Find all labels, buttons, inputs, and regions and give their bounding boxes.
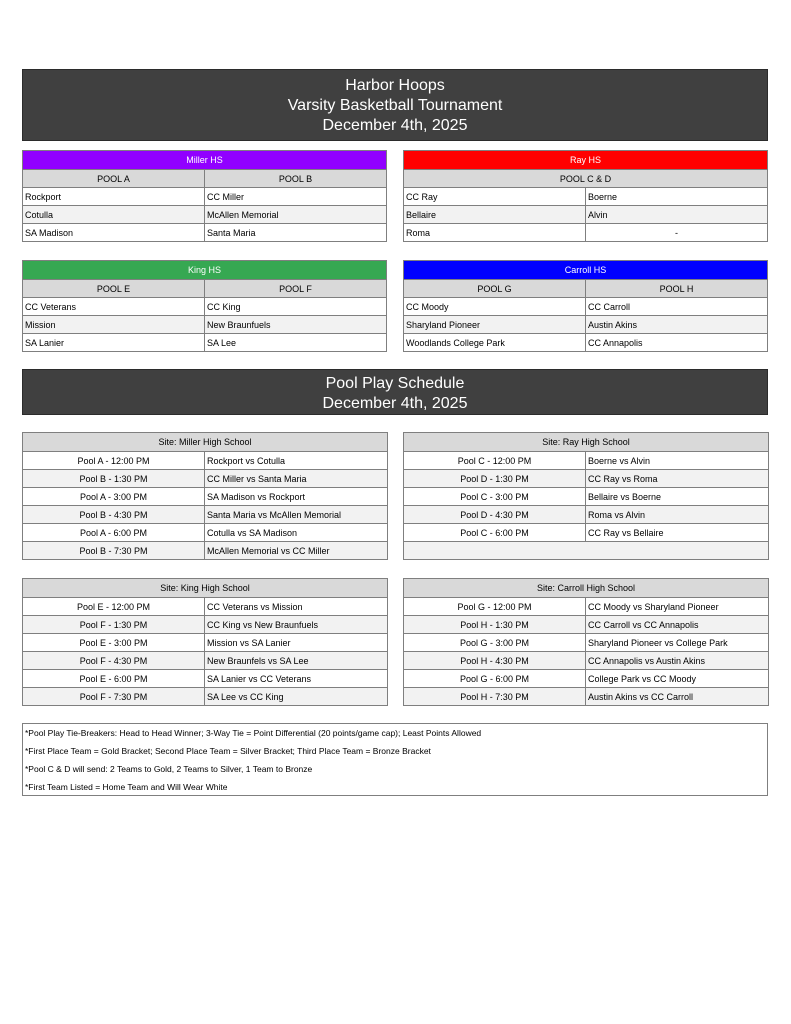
schedule-site-header — [23, 433, 388, 452]
game-matchup: Mission vs SA Lanier — [205, 634, 388, 652]
pool-column-header: POOL F — [205, 280, 387, 298]
team-cell: CC Ray — [404, 188, 586, 206]
pool-site-label: Miller HS — [23, 151, 387, 170]
pool-row — [404, 298, 768, 316]
game-time: Pool F - 7:30 PM — [23, 688, 205, 706]
team-cell: SA Lee — [205, 334, 387, 352]
game-time: Pool E - 3:00 PM — [23, 634, 205, 652]
game-matchup: New Braunfels vs SA Lee — [205, 652, 388, 670]
game-matchup: SA Lanier vs CC Veterans — [205, 670, 388, 688]
schedule-site-header — [23, 579, 388, 598]
pool-site-label: Carroll HS — [404, 261, 768, 280]
team-cell: Austin Akins — [586, 316, 768, 334]
team-cell: CC Carroll — [586, 298, 768, 316]
game-matchup: Cotulla vs SA Madison — [205, 524, 388, 542]
game-row — [23, 670, 388, 688]
game-time: Pool H - 1:30 PM — [404, 616, 586, 634]
game-time: Pool H - 7:30 PM — [404, 688, 586, 706]
game-matchup: CC Annapolis vs Austin Akins — [586, 652, 769, 670]
game-row — [404, 524, 769, 542]
tournament-header-banner — [22, 69, 768, 141]
game-row — [23, 652, 388, 670]
schedule-site-label: Site: Carroll High School — [404, 579, 769, 598]
team-cell: Rockport — [23, 188, 205, 206]
game-row — [404, 670, 769, 688]
game-time: Pool B - 1:30 PM — [23, 470, 205, 488]
pool-row — [404, 188, 768, 206]
team-cell: CC Miller — [205, 188, 387, 206]
team-cell: CC Annapolis — [586, 334, 768, 352]
tournament-date: December 4th, 2025 — [322, 117, 468, 134]
team-cell: Alvin — [586, 206, 768, 224]
game-row — [404, 470, 769, 488]
pool-row — [404, 316, 768, 334]
game-row — [23, 598, 388, 616]
schedule-table-carroll — [403, 578, 769, 706]
pool-column-header: POOL H — [586, 280, 768, 298]
game-row — [404, 688, 769, 706]
pool-column-headers — [23, 170, 387, 188]
note-line: *First Place Team = Gold Bracket; Second Place Team = Silver Bracket; Third Place Team = Bronze Bracket — [25, 746, 431, 756]
team-cell: Boerne — [586, 188, 768, 206]
game-matchup: McAllen Memorial vs CC Miller — [205, 542, 388, 560]
pool-column-header: POOL B — [205, 170, 387, 188]
game-matchup: CC King vs New Braunfuels — [205, 616, 388, 634]
pool-row — [404, 206, 768, 224]
pool-column-header: POOL E — [23, 280, 205, 298]
game-time: Pool B - 4:30 PM — [23, 506, 205, 524]
schedule-date: December 4th, 2025 — [322, 395, 468, 412]
game-row — [404, 616, 769, 634]
schedule-table-miller — [22, 432, 388, 560]
schedule-header-banner — [22, 369, 768, 415]
team-cell: SA Lanier — [23, 334, 205, 352]
pool-table-miller — [22, 150, 387, 242]
game-time: Pool H - 4:30 PM — [404, 652, 586, 670]
pool-column-headers — [404, 280, 768, 298]
team-cell: Sharyland Pioneer — [404, 316, 586, 334]
game-matchup: Bellaire vs Boerne — [586, 488, 769, 506]
pool-column-headers — [23, 280, 387, 298]
empty-cell — [404, 542, 769, 560]
rules-notes-box — [22, 723, 768, 796]
game-matchup: CC Ray vs Roma — [586, 470, 769, 488]
schedule-table-king — [22, 578, 388, 706]
team-cell: CC Veterans — [23, 298, 205, 316]
game-time: Pool C - 3:00 PM — [404, 488, 586, 506]
game-matchup: CC Moody vs Sharyland Pioneer — [586, 598, 769, 616]
game-time: Pool F - 4:30 PM — [23, 652, 205, 670]
game-matchup: CC Ray vs Bellaire — [586, 524, 769, 542]
pool-row — [404, 334, 768, 352]
pool-row — [404, 224, 768, 242]
team-cell: CC King — [205, 298, 387, 316]
schedule-site-label: Site: King High School — [23, 579, 388, 598]
tournament-name: Harbor Hoops — [345, 77, 445, 94]
game-time: Pool G - 12:00 PM — [404, 598, 586, 616]
game-time: Pool F - 1:30 PM — [23, 616, 205, 634]
schedule-title: Pool Play Schedule — [325, 375, 465, 392]
pool-column-header: POOL C & D — [404, 170, 768, 188]
team-cell: Santa Maria — [205, 224, 387, 242]
game-time: Pool A - 6:00 PM — [23, 524, 205, 542]
pool-site-header — [404, 261, 768, 280]
game-row-empty — [404, 542, 769, 560]
game-time: Pool A - 12:00 PM — [23, 452, 205, 470]
pool-row — [23, 316, 387, 334]
pool-site-label: Ray HS — [404, 151, 768, 170]
game-row — [23, 524, 388, 542]
game-time: Pool D - 4:30 PM — [404, 506, 586, 524]
game-time: Pool C - 12:00 PM — [404, 452, 586, 470]
game-matchup: CC Miller vs Santa Maria — [205, 470, 388, 488]
game-time: Pool D - 1:30 PM — [404, 470, 586, 488]
game-time: Pool E - 12:00 PM — [23, 598, 205, 616]
game-row — [23, 452, 388, 470]
game-row — [404, 652, 769, 670]
game-time: Pool E - 6:00 PM — [23, 670, 205, 688]
game-row — [23, 488, 388, 506]
pool-column-header: POOL G — [404, 280, 586, 298]
note-line: *First Team Listed = Home Team and Will Wear White — [25, 782, 228, 792]
game-row — [23, 616, 388, 634]
schedule-site-label: Site: Miller High School — [23, 433, 388, 452]
game-matchup: College Park vs CC Moody — [586, 670, 769, 688]
team-cell: Mission — [23, 316, 205, 334]
pool-table-carroll — [403, 260, 768, 352]
schedule-site-header — [404, 433, 769, 452]
game-matchup: Santa Maria vs McAllen Memorial — [205, 506, 388, 524]
game-matchup: Sharyland Pioneer vs College Park — [586, 634, 769, 652]
game-row — [404, 506, 769, 524]
pool-column-header: POOL A — [23, 170, 205, 188]
schedule-site-header — [404, 579, 769, 598]
pool-row — [23, 224, 387, 242]
game-matchup: CC Veterans vs Mission — [205, 598, 388, 616]
game-time: Pool G - 3:00 PM — [404, 634, 586, 652]
team-cell: New Braunfuels — [205, 316, 387, 334]
game-row — [23, 470, 388, 488]
game-row — [23, 506, 388, 524]
team-cell: Cotulla — [23, 206, 205, 224]
pool-row — [23, 188, 387, 206]
note-line: *Pool C & D will send: 2 Teams to Gold, 2 Teams to Silver, 1 Team to Bronze — [25, 764, 313, 774]
pool-site-header — [23, 151, 387, 170]
game-row — [23, 542, 388, 560]
game-matchup: SA Madison vs Rockport — [205, 488, 388, 506]
team-cell-empty: - — [586, 224, 768, 242]
game-time: Pool A - 3:00 PM — [23, 488, 205, 506]
game-matchup: CC Carroll vs CC Annapolis — [586, 616, 769, 634]
game-row — [404, 598, 769, 616]
game-time: Pool B - 7:30 PM — [23, 542, 205, 560]
tournament-subtitle: Varsity Basketball Tournament — [287, 97, 503, 114]
game-matchup: SA Lee vs CC King — [205, 688, 388, 706]
team-cell: CC Moody — [404, 298, 586, 316]
pool-site-header — [404, 151, 768, 170]
note-line: *Pool Play Tie-Breakers: Head to Head Winner; 3-Way Tie = Point Differential (20 points/game cap); Least Points Allowed — [25, 728, 482, 738]
pool-column-headers — [404, 170, 768, 188]
game-matchup: Boerne vs Alvin — [586, 452, 769, 470]
game-row — [404, 452, 769, 470]
schedule-site-label: Site: Ray High School — [404, 433, 769, 452]
team-cell: SA Madison — [23, 224, 205, 242]
pool-site-label: King HS — [23, 261, 387, 280]
pool-row — [23, 206, 387, 224]
game-time: Pool G - 6:00 PM — [404, 670, 586, 688]
game-matchup: Rockport vs Cotulla — [205, 452, 388, 470]
game-matchup: Roma vs Alvin — [586, 506, 769, 524]
pool-row — [23, 334, 387, 352]
pool-table-king — [22, 260, 387, 352]
game-row — [404, 488, 769, 506]
team-cell: Woodlands College Park — [404, 334, 586, 352]
game-row — [404, 634, 769, 652]
pool-row — [23, 298, 387, 316]
schedule-table-ray — [403, 432, 769, 560]
pool-site-header — [23, 261, 387, 280]
team-cell: Bellaire — [404, 206, 586, 224]
game-time: Pool C - 6:00 PM — [404, 524, 586, 542]
team-cell: McAllen Memorial — [205, 206, 387, 224]
game-row — [23, 634, 388, 652]
game-row — [23, 688, 388, 706]
game-matchup: Austin Akins vs CC Carroll — [586, 688, 769, 706]
pool-table-ray — [403, 150, 768, 242]
team-cell: Roma — [404, 224, 586, 242]
